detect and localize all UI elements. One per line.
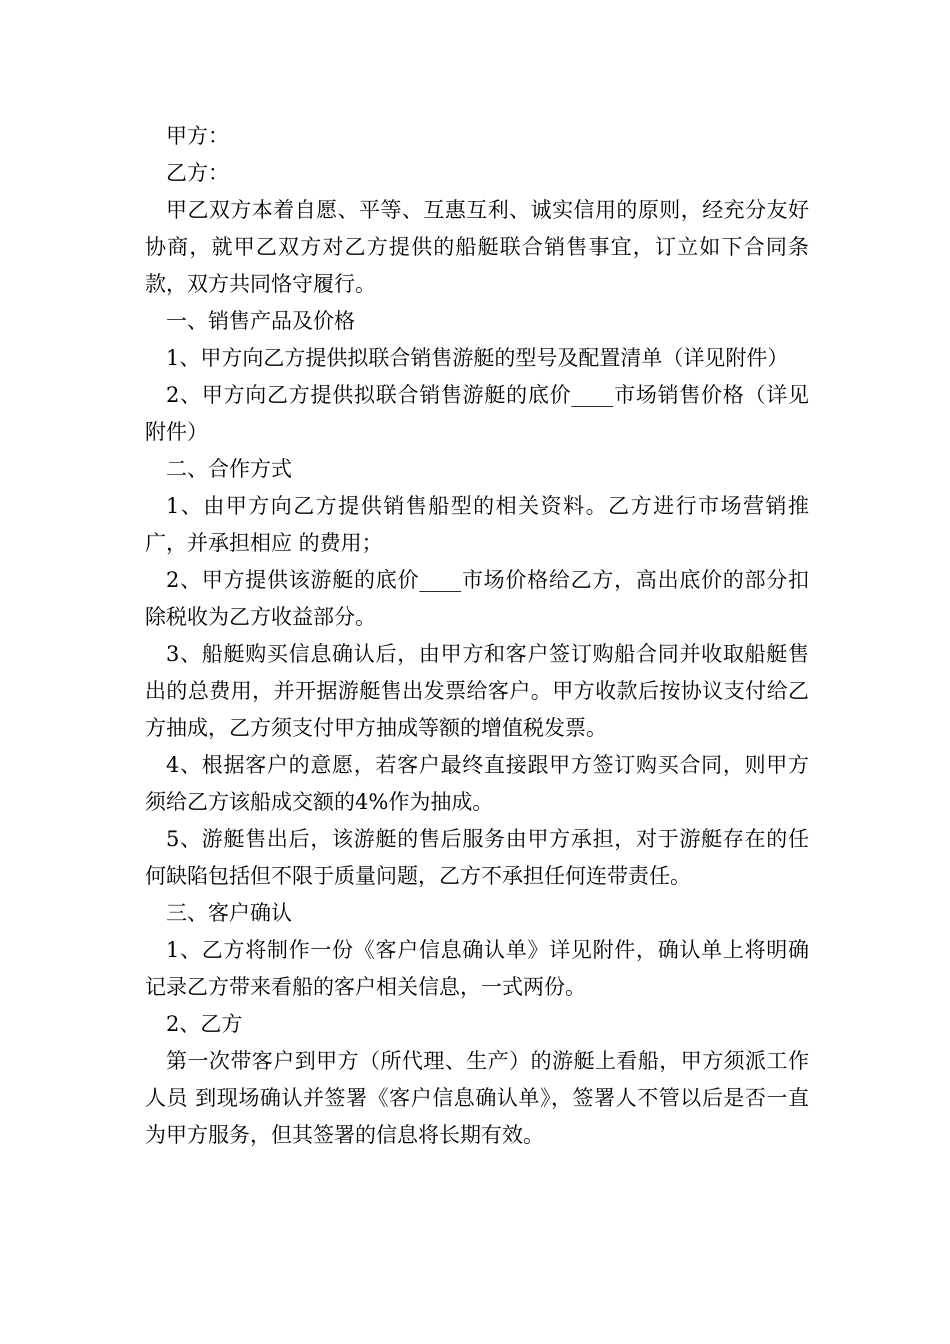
section-2-item-2: 2、甲方提供该游艇的底价____市场价格给乙方，高出底价的部分扣除税收为乙方收益部分。 (145, 568, 809, 629)
party-b-line: 乙方： (166, 161, 229, 185)
party-a-line: 甲方： (166, 124, 229, 148)
section-1-item-2: 2、甲方向乙方提供拟联合销售游艇的底价____市场销售价格（详见附件） (145, 383, 809, 444)
intro-paragraph: 甲乙双方本着自愿、平等、互惠互利、诚实信用的原则，经充分友好协商，就甲乙双方对乙方提供的船艇联合销售事宜，订立如下合同条款，双方共同恪守履行。 (145, 198, 809, 296)
section-2-item-4: 4、根据客户的意愿，若客户最终直接跟甲方签订购买合同，则甲方须给乙方该船成交额的4%作为抽成。 (145, 753, 809, 814)
document-body (145, 118, 809, 1154)
section-3-item-1: 1、乙方将制作一份《客户信息确认单》详见附件，确认单上将明确记录乙方带来看船的客户相关信息，一式两份。 (145, 938, 809, 999)
section-1-heading: 一、销售产品及价格 (166, 309, 355, 333)
section-2-item-1: 1、由甲方向乙方提供销售船型的相关资料。乙方进行市场营销推广，并承担相应 的费用； (145, 494, 809, 555)
section-2-heading: 二、合作方式 (166, 457, 292, 481)
section-2-item-5: 5、游艇售出后，该游艇的售后服务由甲方承担，对于游艇存在的任何缺陷包括但不限于质量问题，乙方不承担任何连带责任。 (145, 827, 809, 888)
section-3-heading: 三、客户确认 (166, 901, 292, 925)
section-3-paragraph: 第一次带客户到甲方（所代理、生产）的游艇上看船，甲方须派工作人员 到现场确认并签署《客户信息确认单》，签署人不管以后是否一直为甲方服务，但其签署的信息将长期有效。 (145, 1049, 809, 1147)
section-3-item-2: 2、乙方 (166, 1012, 243, 1036)
section-1-item-1: 1、甲方向乙方提供拟联合销售游艇的型号及配置清单（详见附件） (166, 346, 789, 370)
section-2-item-3: 3、船艇购买信息确认后，由甲方和客户签订购船合同并收取船艇售出的总费用，并开据游艇售出发票给客户。甲方收款后按协议支付给乙方抽成，乙方须支付甲方抽成等额的增值税发票。 (145, 642, 809, 740)
